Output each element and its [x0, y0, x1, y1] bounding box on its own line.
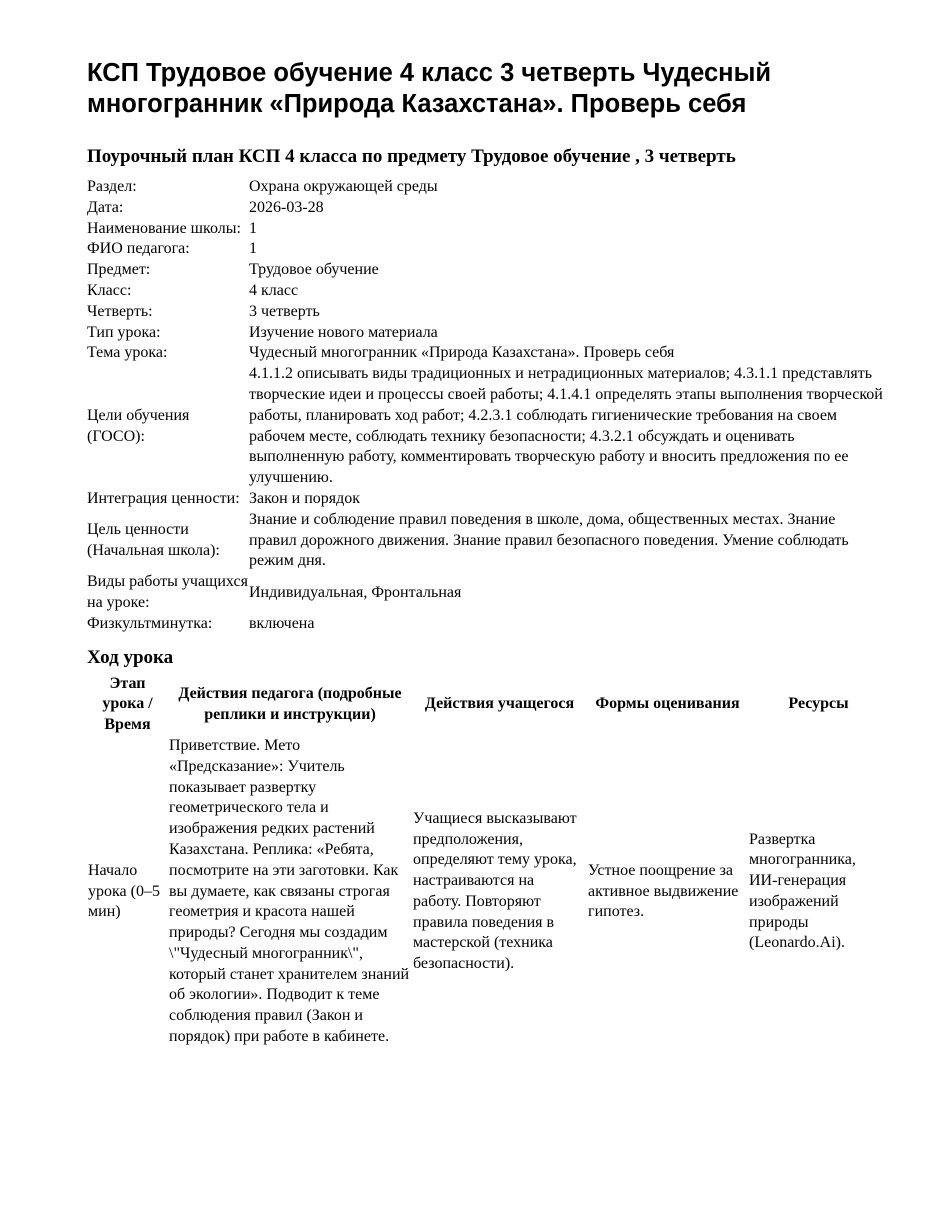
info-row-value-integration — [87, 489, 887, 510]
lesson-progress-heading: Ход урока — [87, 646, 174, 668]
info-value: 4.1.1.2 описывать виды традиционных и нетрадиционных материалов; 4.3.1.1 представлять творческие идеи и процессы своей работы; 4.1.4.1 определять этапы выполнения творческой работы, планировать ход работ; 4.2.3.1 соблюдать гигиенические требования на своем рабочем месте, соблюдать технику безопасности; 4.3.2.1 обсуждать и оценивать выполненную работу, комментировать творческую работу и вносить предложения по ее улучшению. — [249, 365, 883, 487]
info-value: 2026-03-28 — [249, 198, 324, 216]
info-label: Предмет: — [87, 261, 151, 279]
lesson-progress-table — [87, 674, 889, 1048]
info-value: Охрана окружающей среды — [249, 178, 438, 195]
plan-subtitle: Поурочный план КСП 4 класса по предмету Трудовое обучение , 3 четверть — [87, 146, 736, 167]
info-label: Дата: — [87, 198, 124, 216]
info-value: 3 четверть — [249, 302, 320, 320]
info-label: ФИО педагога: — [87, 240, 190, 258]
resources-cell: Развертка многогранника, ИИ-генерация изображений природы (Leonardo.Ai). — [749, 830, 856, 952]
info-label: Интеграция ценности: — [87, 489, 240, 507]
info-row-grade — [87, 281, 887, 302]
document-page — [87, 58, 887, 1048]
header-stage: Этап урока / Время — [102, 674, 153, 734]
lesson-table-header-row — [87, 674, 889, 736]
info-label: Четверть: — [87, 302, 153, 320]
info-value: Закон и порядок — [249, 489, 361, 507]
info-row-work-types — [87, 572, 887, 614]
info-row-section — [87, 177, 887, 198]
info-label: Цель ценности (Начальная школа): — [87, 521, 220, 559]
info-value: Трудовое обучение — [249, 261, 379, 279]
info-label: Раздел: — [87, 178, 137, 195]
info-value: 1 — [249, 219, 257, 237]
student-actions-cell: Учащиеся высказывают предположения, определяют тему урока, настраиваются на работу. Повторяют правила поведения в мастерской (техника безопасности). — [413, 809, 577, 973]
info-row-school — [87, 219, 887, 240]
info-value: 4 класс — [249, 281, 299, 299]
header-assessment: Формы оценивания — [595, 695, 740, 713]
header-resources: Ресурсы — [788, 695, 849, 713]
info-row-value-goal — [87, 510, 887, 572]
document-title: КСП Трудовое обучение 4 класс 3 четверть Чудесный многогранник «Природа Казахстана». Проверь себя — [87, 59, 772, 118]
teacher-actions-cell: Приветствие. Мето «Предсказание»: Учитель показывает развертку геометрического тела и изображения редких растений Казахстана. Реплика: «Ребята, посмотрите на эти заготовки. Как вы думаете, как связаны строгая геометрия и красота нашей природы? Сегодня мы создадим \"Чудесный многогранник\", который станет хранителем знаний об экологии». Подводит к теме соблюдения правил (Закон и порядок) при работе в кабинете. — [169, 736, 410, 1046]
info-row-quarter — [87, 302, 887, 323]
info-row-subject — [87, 260, 887, 281]
info-value: Чудесный многогранник «Природа Казахстана». Проверь себя — [249, 344, 675, 362]
info-value: Изучение нового материала — [249, 323, 438, 341]
info-label: Наименование школы: — [87, 219, 241, 237]
info-row-teacher — [87, 239, 887, 260]
header-teacher-actions: Действия педагога (подробные реплики и инструкции) — [178, 684, 402, 723]
info-label: Цели обучения (ГОСО): — [87, 406, 190, 445]
info-row-date — [87, 198, 887, 219]
header-student-actions: Действия учащегося — [424, 695, 575, 713]
assessment-cell: Устное поощрение за активное выдвижение гипотез. — [588, 861, 739, 921]
lesson-info-table — [87, 177, 887, 635]
info-row-physical-break — [87, 614, 887, 635]
info-label: Физкультминутка: — [87, 614, 213, 632]
info-label: Виды работы учащихся на уроке: — [87, 573, 248, 611]
info-value: Индивидуальная, Фронтальная — [249, 583, 462, 601]
info-row-lesson-type — [87, 323, 887, 344]
info-value: 1 — [249, 240, 257, 258]
table-row — [87, 736, 889, 1048]
info-row-learning-goals — [87, 364, 887, 489]
info-row-topic — [87, 343, 887, 364]
info-value: Знание и соблюдение правил поведения в школе, дома, общественных местах. Знание правил дорожного движения. Знание правил безопасного поведения. Умение соблюдать режим дня. — [249, 510, 849, 570]
info-label: Класс: — [87, 281, 132, 299]
stage-cell: Начало урока (0–5 мин) — [88, 861, 160, 921]
info-value: включена — [249, 614, 315, 632]
info-label: Тема урока: — [87, 344, 168, 362]
info-label: Тип урока: — [87, 323, 161, 341]
